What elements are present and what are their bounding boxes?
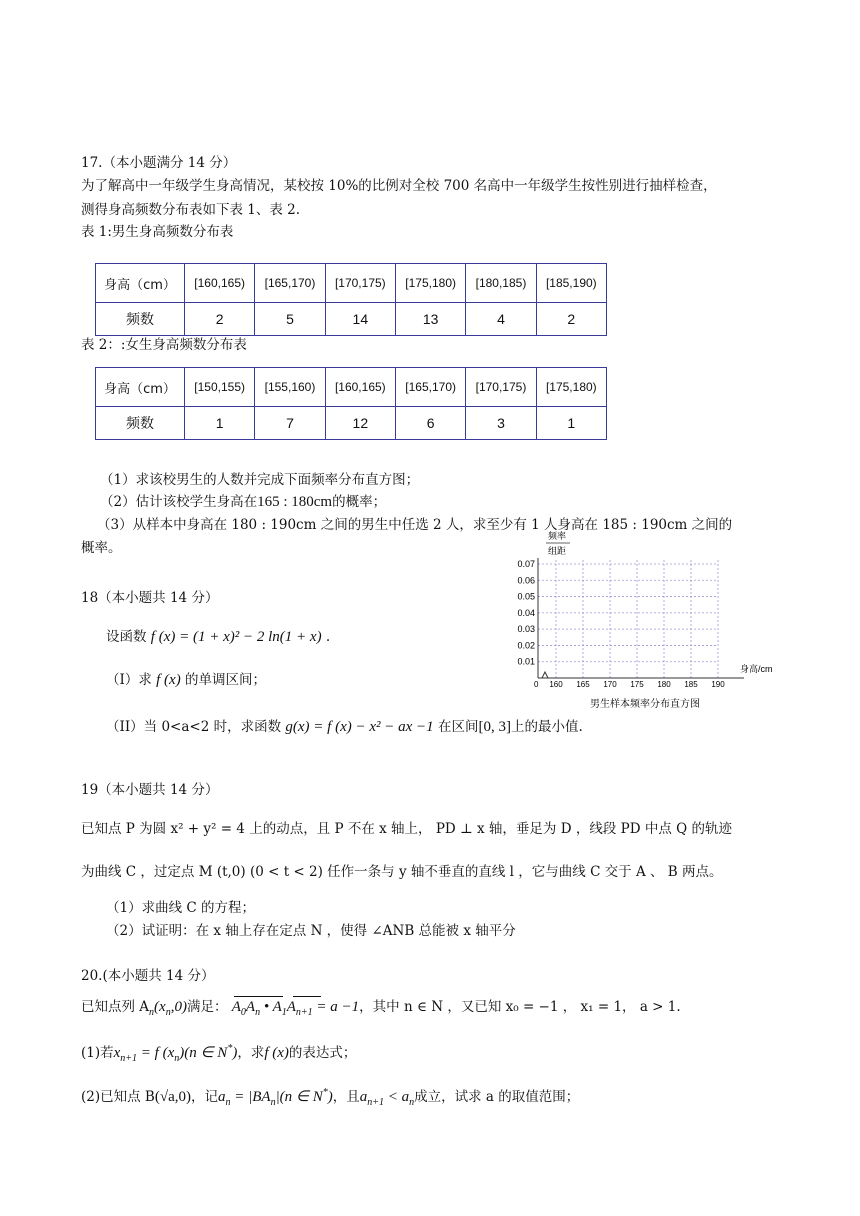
q20-p2-text-d: 成立，试求 a 的取值范围； bbox=[414, 1089, 580, 1105]
q20-vector-expression: $A_0A_n$ • $A_1A_{n+1} = a -1$ bbox=[232, 999, 359, 1018]
histogram-grid bbox=[538, 560, 718, 678]
q20-p2-text-a: (2)已知点 B bbox=[81, 1089, 155, 1105]
row-header-frequency: 频数 bbox=[96, 303, 185, 336]
table-cell: 5 bbox=[255, 303, 325, 336]
table-cell: [175,180) bbox=[395, 264, 465, 303]
q19-title: 19（本小题共 14 分） bbox=[81, 782, 219, 798]
y-tick-label: 0.03 bbox=[517, 624, 535, 635]
table-cell: 4 bbox=[466, 303, 536, 336]
table1-caption: 表 1:男生身高频数分布表 bbox=[81, 224, 234, 240]
frequency-histogram bbox=[508, 528, 798, 713]
q18-p2-text-c: 上的最小值. bbox=[510, 719, 583, 735]
y-tick-label: 0.02 bbox=[517, 640, 535, 651]
q18-p2-text-a: （II）当 0<a<2 时，求函数 bbox=[106, 719, 282, 735]
table2-female-frequency bbox=[95, 367, 607, 440]
q19-line2: 为曲线 C ，过定点 M (t,0) (0 < t < 2) 任作一条与 y 轴不垂直的直线 l ，它与曲线 C 交于 A 、 B 两点。 bbox=[81, 864, 723, 880]
q20-line1: 已知点列 $A_n(x_n,0)$满足： $A_0A_n$ • $A_1A_{n+1} = a -1$，其中 n ∈ N ，又已知 x₀ = −1 ， x₁ = 1， a > 1. bbox=[81, 995, 681, 1018]
histogram-caption: 男生样本频率分布直方图 bbox=[590, 699, 700, 710]
q18-stmt-text: 设函数 bbox=[106, 629, 147, 645]
table-cell: 7 bbox=[255, 407, 325, 440]
table-cell: [155,160) bbox=[255, 368, 325, 407]
x-tick-label: 160 bbox=[549, 680, 563, 689]
table-cell: 14 bbox=[325, 303, 395, 336]
table-cell: [170,175) bbox=[466, 368, 536, 407]
x-tick-label: 185 bbox=[684, 680, 698, 689]
q18-p1-text-a: （I）求 bbox=[106, 672, 152, 688]
x-tick-label: 170 bbox=[603, 680, 617, 689]
q20-p2-text-c: ，且 bbox=[332, 1089, 360, 1105]
x-tick-label: 165 bbox=[576, 680, 590, 689]
table1-male-frequency bbox=[95, 263, 607, 336]
q18-statement bbox=[106, 625, 330, 646]
q20-part2: (2)已知点 B(√a,0)，记$a_n = |BA_n|(n$ ∈ N*)，且$a_{n+1} < a_n$成立，试求 a 的取值范围； bbox=[81, 1087, 580, 1108]
y-label-bottom: 组距 bbox=[548, 546, 567, 556]
q18-stmt-end: . bbox=[325, 629, 331, 645]
table-cell: [170,175) bbox=[325, 264, 395, 303]
origin-label: 0 bbox=[534, 680, 539, 689]
q20-p1-text-b: ，求 bbox=[237, 1045, 265, 1061]
q18-p1-text-b: 的单调区间； bbox=[185, 672, 267, 688]
table-cell: [160,165) bbox=[185, 264, 255, 303]
table-cell: 12 bbox=[325, 407, 395, 440]
x-tick-label: 180 bbox=[657, 680, 671, 689]
q18-function-def: f (x) = (1 + x)² − 2 ln(1 + x) bbox=[150, 629, 322, 645]
table-cell: [150,155) bbox=[185, 368, 255, 407]
table-cell: 1 bbox=[185, 407, 255, 440]
q20-p1-text-c: 的表达式； bbox=[288, 1045, 357, 1061]
q17-part2-math: 165 : 180cm bbox=[257, 494, 333, 510]
row-header-height: 身高（cm） bbox=[96, 368, 185, 407]
q18-title: 18（本小题共 14 分） bbox=[81, 590, 219, 606]
table-cell: [175,180) bbox=[536, 368, 606, 407]
q20-line1-text-c: ，其中 n ∈ N ，又已知 x₀ = −1 ， x₁ = 1， a > 1. bbox=[359, 999, 681, 1015]
row-header-height: 身高（cm） bbox=[96, 264, 185, 303]
table-cell: [180,185) bbox=[466, 264, 536, 303]
q20-line1-text-a: 已知点列 A bbox=[81, 999, 150, 1015]
q17-part2 bbox=[100, 490, 386, 511]
y-label-top: 频率 bbox=[548, 531, 567, 541]
q20-p1-text-a: (1)若 bbox=[81, 1045, 114, 1061]
q19-part1: （1）求曲线 C 的方程； bbox=[106, 900, 256, 916]
q18-p2-interval: [0, 3] bbox=[478, 719, 511, 735]
y-tick-label: 0.07 bbox=[517, 559, 535, 569]
q20-p2-text-b: ，记 bbox=[190, 1089, 218, 1105]
table-cell: 1 bbox=[536, 407, 606, 440]
q18-p2-text-b: 在区间 bbox=[437, 719, 479, 735]
y-tick-label: 0.05 bbox=[517, 591, 535, 602]
table2-caption: 表 2：:女生身高频数分布表 bbox=[81, 337, 247, 353]
y-tick-label: 0.04 bbox=[517, 607, 535, 618]
q17-part2-text-a: （2）估计该校学生身高在 bbox=[100, 494, 258, 510]
table-cell: [185,190) bbox=[536, 264, 606, 303]
y-tick-label: 0.01 bbox=[517, 656, 535, 667]
q17-part2-text-b: 的概率； bbox=[332, 494, 387, 510]
q18-part2 bbox=[106, 715, 583, 736]
table-cell: 2 bbox=[185, 303, 255, 336]
table-cell: [160,165) bbox=[325, 368, 395, 407]
table-cell: 2 bbox=[536, 303, 606, 336]
q18-part1 bbox=[106, 668, 266, 689]
q17-intro-line2: 测得身高频数分布表如下表 1、表 2. bbox=[81, 202, 301, 218]
q19-part2: （2）试证明：在 x 轴上存在定点 N ，使得 ∠ANB 总能被 x 轴平分 bbox=[106, 923, 516, 939]
table-cell: [165,170) bbox=[395, 368, 465, 407]
q17-title: 17.（本小题满分 14 分） bbox=[81, 155, 237, 171]
x-tick-label: 175 bbox=[630, 680, 644, 689]
q17-part3-line2: 概率。 bbox=[81, 540, 122, 556]
q19-line1: 已知点 P 为圆 x² + y² = 4 上的动点，且 P 不在 x 轴上， PD ⊥ x 轴，垂足为 D ，线段 PD 中点 Q 的轨迹 bbox=[81, 821, 732, 837]
y-tick-label: 0.06 bbox=[517, 575, 535, 586]
q17-intro-line1: 为了解高中一年级学生身高情况，某校按 10%的比例对全校 700 名高中一年级学生按性别进行抽样检查， bbox=[81, 178, 717, 194]
q20-title: 20.(本小题共 14 分） bbox=[81, 968, 215, 984]
q17-part3-line1: （3）从样本中身高在 180 : 190cm 之间的男生中任选 2 人，求至少有 1 人身高在 185 : 190cm 之间的 bbox=[97, 517, 733, 533]
q18-p1-math: f (x) bbox=[156, 672, 181, 688]
q20-line1-text-b: 满足： bbox=[186, 999, 228, 1015]
table-cell: 13 bbox=[395, 303, 465, 336]
histogram-axes bbox=[538, 558, 744, 678]
q17-part1: （1）求该校男生的人数并完成下面频率分布直方图； bbox=[100, 472, 420, 488]
table-cell: [165,170) bbox=[255, 264, 325, 303]
q20-part1: (1)若$x_{n+1} = f$ $(x_n)(n$ ∈ N*)，求f (x)的表达式； bbox=[81, 1043, 357, 1064]
table-cell: 6 bbox=[395, 407, 465, 440]
x-tick-label: 190 bbox=[711, 680, 725, 689]
q18-p2-math: g(x) = f (x) − x² − ax −1 bbox=[285, 719, 434, 735]
x-axis-label: 身高/cm bbox=[740, 664, 773, 674]
axis-break-icon bbox=[538, 672, 552, 678]
table-cell: 3 bbox=[466, 407, 536, 440]
row-header-frequency: 频数 bbox=[96, 407, 185, 440]
